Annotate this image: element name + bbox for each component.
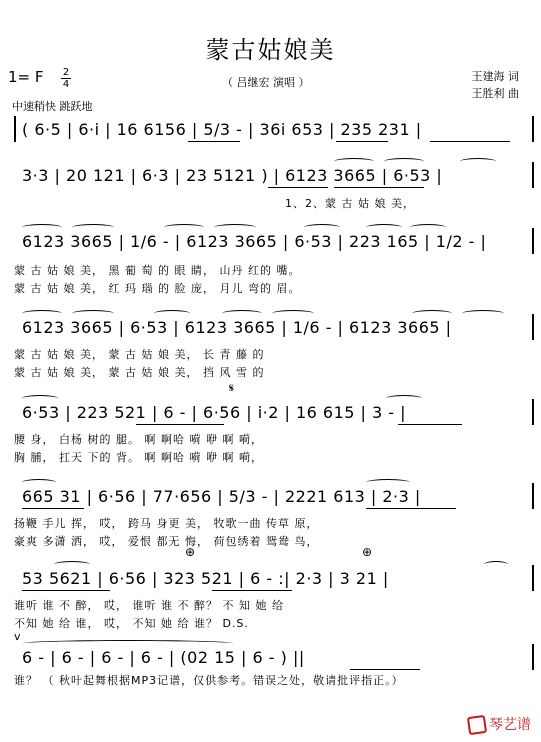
slur [386,395,422,402]
slur [462,310,504,317]
notation-row-5 [14,399,534,423]
slur [460,158,496,165]
barline [532,399,534,425]
barline [532,565,534,591]
underline-beam [334,187,424,188]
barline [532,116,534,142]
notation-line: 6123 3665 | 6·53 | 6123 3665 | 1/6 - | 6123 3665 | [22,318,452,337]
slur [410,224,446,231]
lyric-line: 谁？ （ 秋叶起舞根据MP3记谱，仅供参考。错误之处，敬请批评指正。） [14,674,404,687]
notation-line: ( 6·5 | 6·i | 16 6156 | 5/3 - | 36i 653 | 235 231 | [22,120,422,139]
coda-sign: ⊕ [362,545,373,559]
lyric-line: 腰 身， 白杨 树的 腿。 啊 啊哈 嗬 咿 啊 嗬， [14,433,263,446]
underline-beam [22,508,84,509]
breath-mark: v [14,630,21,643]
lyricist-credit: 王建海 词 [471,70,519,83]
slur [22,224,62,231]
underline-beam [212,590,292,591]
barline [532,644,534,670]
notation-row-7 [14,565,534,589]
barline [532,228,534,254]
underline-beam [398,424,462,425]
singer-credit: （ 吕继宏 演唱 ） [222,76,310,89]
slur [412,310,452,317]
slur [366,224,402,231]
notation-line: 6 - | 6 - | 6 - | 6 - | (02 15 | 6 - ) || [22,648,305,667]
lyric-line: 胸 脯， 扛天 下的 背。 啊 啊哈 嗬 咿 啊 嗬， [14,451,263,464]
lyric-line: 蒙 古 姑 娘 美， 蒙 古 姑 娘 美， 长 青 藤 的 [14,348,265,361]
composer-credit: 王胜利 曲 [471,87,519,100]
time-signature [61,67,71,90]
lyric-line: 不知 她 给 谁， 哎， 不知 她 给 谁？ D.S. [14,617,249,630]
underline-beam [22,590,110,591]
slur [154,310,190,317]
barline [14,116,16,142]
slur [304,224,340,231]
barline [532,162,534,188]
time-signature-bottom: 4 [62,79,70,90]
lyric-line: 蒙 古 姑 娘 美， 蒙 古 姑 娘 美， 挡 风 雪 的 [14,366,265,379]
notation-row-1 [14,116,534,140]
slur [272,310,314,317]
notation-line: 665 31 | 6·56 | 77·656 | 5/3 - | 2221 613 | 2·3 | [22,487,421,506]
slur [22,479,56,486]
notation-line: 6123 3665 | 1/6 - | 6123 3665 | 6·53 | 223 165 | 1/2 - | [22,232,487,251]
key-signature: 1= F [8,68,44,86]
lyric-line: 豪爽 多潇 洒， 哎， 爱恨 都无 悔， 荷包绣着 鸳鸯 鸟， [14,535,319,548]
coda-sign: ⊕ [185,545,196,559]
slur [22,395,58,402]
lyric-line: 扬鞭 手儿 挥， 哎， 跨马 身更 美， 牧歌一曲 传草 原， [14,517,319,530]
underline-beam [268,187,328,188]
slur [384,158,424,165]
underline-beam [430,141,510,142]
credits [472,68,520,102]
slur [22,310,62,317]
slur [72,224,114,231]
qinyipu-logo-icon [467,715,487,735]
notation-row-2 [14,162,534,186]
notation-line: 6·53 | 223 521 | 6 - | 6·56 | i·2 | 16 615 | 3 - | [22,403,407,422]
notation-line: 3·3 | 20 121 | 6·3 | 23 5121 ) | 6123 3665 | 6·53 | [22,166,443,185]
underline-beam [188,141,240,142]
notation-line: 53 5621 | 6·56 | 323 521 | 6 - :| 2·3 | 3 21 | [22,569,389,588]
notation-row-4 [14,314,534,338]
underline-beam [336,141,388,142]
brand-label: 琴艺谱 [489,717,531,733]
notation-row-3 [14,228,534,252]
slur [222,310,262,317]
underline-beam [350,669,420,670]
underline-beam [366,508,456,509]
tempo-marking: 中速稍快 跳跃地 [12,100,93,113]
underline-beam [136,424,224,425]
slur [366,479,410,486]
time-signature-top: 2 [62,67,70,78]
slur [484,561,508,568]
slur [334,158,374,165]
song-title: 蒙古姑娘美 [205,36,336,64]
lyric-line: 1、2、蒙 古 姑 娘 美， [285,197,415,210]
brand-watermark [468,714,531,734]
slur [72,310,114,317]
slur [214,224,256,231]
notation-row-6 [14,483,534,507]
notation-row-8 [14,644,534,668]
barline [532,483,534,509]
lyric-line: 谁听 谁 不 醉， 哎， 谁听 谁 不 醉？ 不 知 她 给 [14,599,284,612]
slur [22,640,234,647]
lyric-line: 蒙 古 姑 娘 美， 黑 葡 萄 的 眼 睛， 山丹 红的 嘴。 [14,264,301,277]
barline [532,314,534,340]
slur [164,224,204,231]
lyric-line: 蒙 古 姑 娘 美， 红 玛 瑙 的 脸 庞， 月儿 弯的 眉。 [14,282,301,295]
segno-sign: 𝄋 [229,381,235,395]
slur [54,561,90,568]
